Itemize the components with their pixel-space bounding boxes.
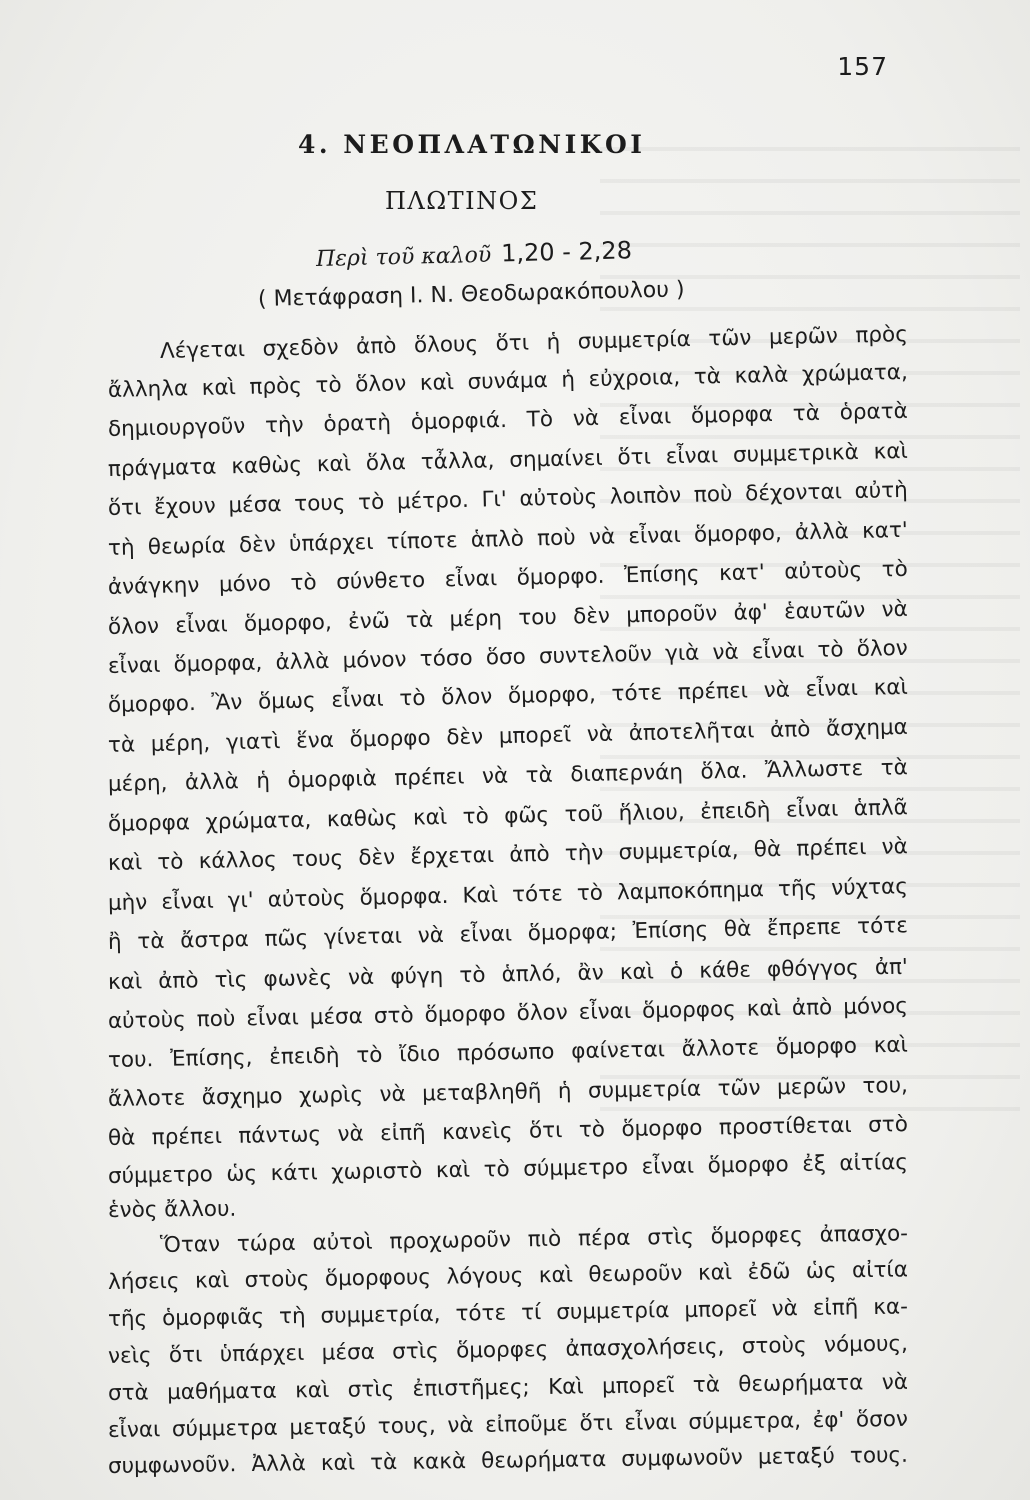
text-line: τῆς ὁμορφιᾶς τὴ συμμετρία, τότε τί συμμετρία μπορεῖ νὰ εἰπῆ κα-	[107, 1294, 909, 1332]
page-number: 157	[837, 52, 888, 81]
text-line: Ὅταν τώρα αὐτοὶ προχωροῦν πιὸ πέρα στὶς ὅμορφες ἀπασχο-	[159, 1221, 909, 1258]
text-line: συμφωνοῦν. Ἀλλὰ καὶ τὰ κακὰ θεωρήματα συμφωνοῦν μεταξύ τους.	[107, 1442, 909, 1479]
text-line: θὰ πρέπει πάντως νὰ εἰπῆ κανεὶς ὅτι τὸ ὅμορφο προστίθεται στὸ	[107, 1112, 909, 1151]
text-line: ἄλλοτε ἄσχημο χωρὶς νὰ μεταβληθῆ ἡ συμμετρία τῶν μερῶν του,	[107, 1073, 909, 1112]
source-range: 1,20 - 2,28	[500, 236, 633, 268]
text-line: καὶ τὸ κάλλος τους δὲν ἔρχεται ἀπὸ τὴν συμμετρία, θὰ πρέπει νὰ	[107, 834, 909, 876]
text-line: Λέγεται σχεδὸν ἀπὸ ὅλους ὅτι ἡ συμμετρία τῶν μερῶν πρὸς	[159, 322, 909, 364]
text-line: ἢ τὰ ἄστρα πῶς γίνεται νὰ εἶναι ὅμορφα; Ἐπίσης θὰ ἔπρεπε τότε	[107, 913, 909, 955]
text-line: ὅλον εἶναι ὅμορφο, ἐνῶ τὰ μέρη του δὲν μποροῦν ἀφ' ἑαυτῶν νὰ	[107, 596, 909, 640]
text-line: μέρη, ἀλλὰ ἡ ὁμορφιὰ πρέπει νὰ τὰ διαπερνάη ὅλα. Ἄλλωστε τὰ	[107, 755, 909, 797]
text-line: δημιουργοῦν τὴν ὁρατὴ ὁμορφιά. Τὸ νὰ εἶναι ὅμορφα τὰ ὁρατὰ	[107, 398, 909, 442]
author-heading: ΠΛΩΤΙΝΟΣ	[385, 187, 539, 215]
text-line: εἶναι ὅμορφα, ἀλλὰ μόνον τόσο ὅσο συντελοῦν γιὰ νὰ εἶναι τὸ ὅλον	[107, 635, 909, 679]
text-line: καὶ ἀπὸ τὶς φωνὲς νὰ φύγη τὸ ἁπλό, ἂν καὶ ὁ κάθε φθόγγος ἀπ'	[107, 954, 909, 995]
chapter-title: 4. ΝΕΟΠΛΑΤΩΝΙΚΟΙ	[298, 130, 646, 159]
text-line: ὅμορφο. Ἂν ὅμως εἶναι τὸ ὅλον ὅμορφο, τότε πρέπει νὰ εἶναι καὶ	[107, 674, 909, 718]
text-line: εἶναι σύμμετρα μεταξύ τους, νὰ εἰποῦμε ὅτι εἶναι σύμμετρα, ἐφ' ὅσον	[107, 1406, 909, 1443]
text-line: του. Ἐπίσης, ἐπειδὴ τὸ ἴδιο πρόσωπο φαίνεται ἄλλοτε ὅμορφο καὶ	[107, 1032, 909, 1073]
text-line: τὰ μέρη, γιατὶ ἕνα ὅμορφο δὲν μπορεῖ νὰ ἀποτελῆται ἀπὸ ἄσχημα	[107, 714, 909, 758]
text-line: ἄλληλα καὶ πρὸς τὸ ὅλον καὶ συνάμα ἡ εὐχροια, τὰ καλὰ χρώματα,	[107, 359, 909, 403]
text-line: ἑνὸς ἄλλου.	[107, 1196, 237, 1223]
text-line: αὐτοὺς ποὺ εἶναι μέσα στὸ ὅμορφο ὅλον εἶναι ὅμορφος καὶ ἀπὸ μόνος	[107, 993, 909, 1034]
text-line: νεὶς ὅτι ὑπάρχει μέσα στὶς ὅμορφες ἀπασχολήσεις, στοὺς νόμους,	[107, 1331, 909, 1369]
source-reference	[316, 236, 633, 272]
text-line: στὰ μαθήματα καὶ στὶς ἐπιστῆμες; Καὶ μπορεῖ τὰ θεωρήματα νὰ	[107, 1369, 909, 1406]
text-line: ὅμορφα χρώματα, καθὼς καὶ τὸ φῶς τοῦ ἥλιου, ἐπειδὴ εἶναι ἁπλᾶ	[107, 795, 909, 837]
text-line: ὅτι ἔχουν μέσα τους τὸ μέτρο. Γι' αὐτοὺς λοιπὸν ποὺ δέχονται αὐτὴ	[107, 477, 909, 521]
text-line: τὴ θεωρία δὲν ὑπάρχει τίποτε ἁπλὸ ποὺ νὰ εἶναι ὅμορφο, ἀλλὰ κατ'	[107, 517, 909, 561]
text-line: πράγματα καθὼς καὶ ὅλα τἆλλα, σημαίνει ὅτι εἶναι συμμετρικὰ καὶ	[107, 438, 909, 482]
text-line: μὴν εἶναι γι' αὐτοὺς ὅμορφα. Καὶ τότε τὸ λαμποκόπημα τῆς νύχτας	[107, 874, 909, 916]
text-line: σύμμετρο ὡς κάτι χωριστὸ καὶ τὸ σύμμετρο εἶναι ὅμορφο ἐξ αἰτίας	[107, 1150, 909, 1189]
translation-note: ( Μετάφραση Ι. Ν. Θεοδωρακόπουλου )	[257, 277, 685, 312]
text-line: λήσεις καὶ στοὺς ὅμορφους λόγους καὶ θεωροῦν καὶ ἐδῶ ὡς αἰτία	[107, 1257, 909, 1295]
text-line: ἀνάγκην μόνο τὸ σύνθετο εἶναι ὅμορφο. Ἐπίσης κατ' αὐτοὺς τὸ	[107, 556, 909, 600]
source-title: Περὶ τοῦ καλοῦ	[315, 242, 492, 272]
